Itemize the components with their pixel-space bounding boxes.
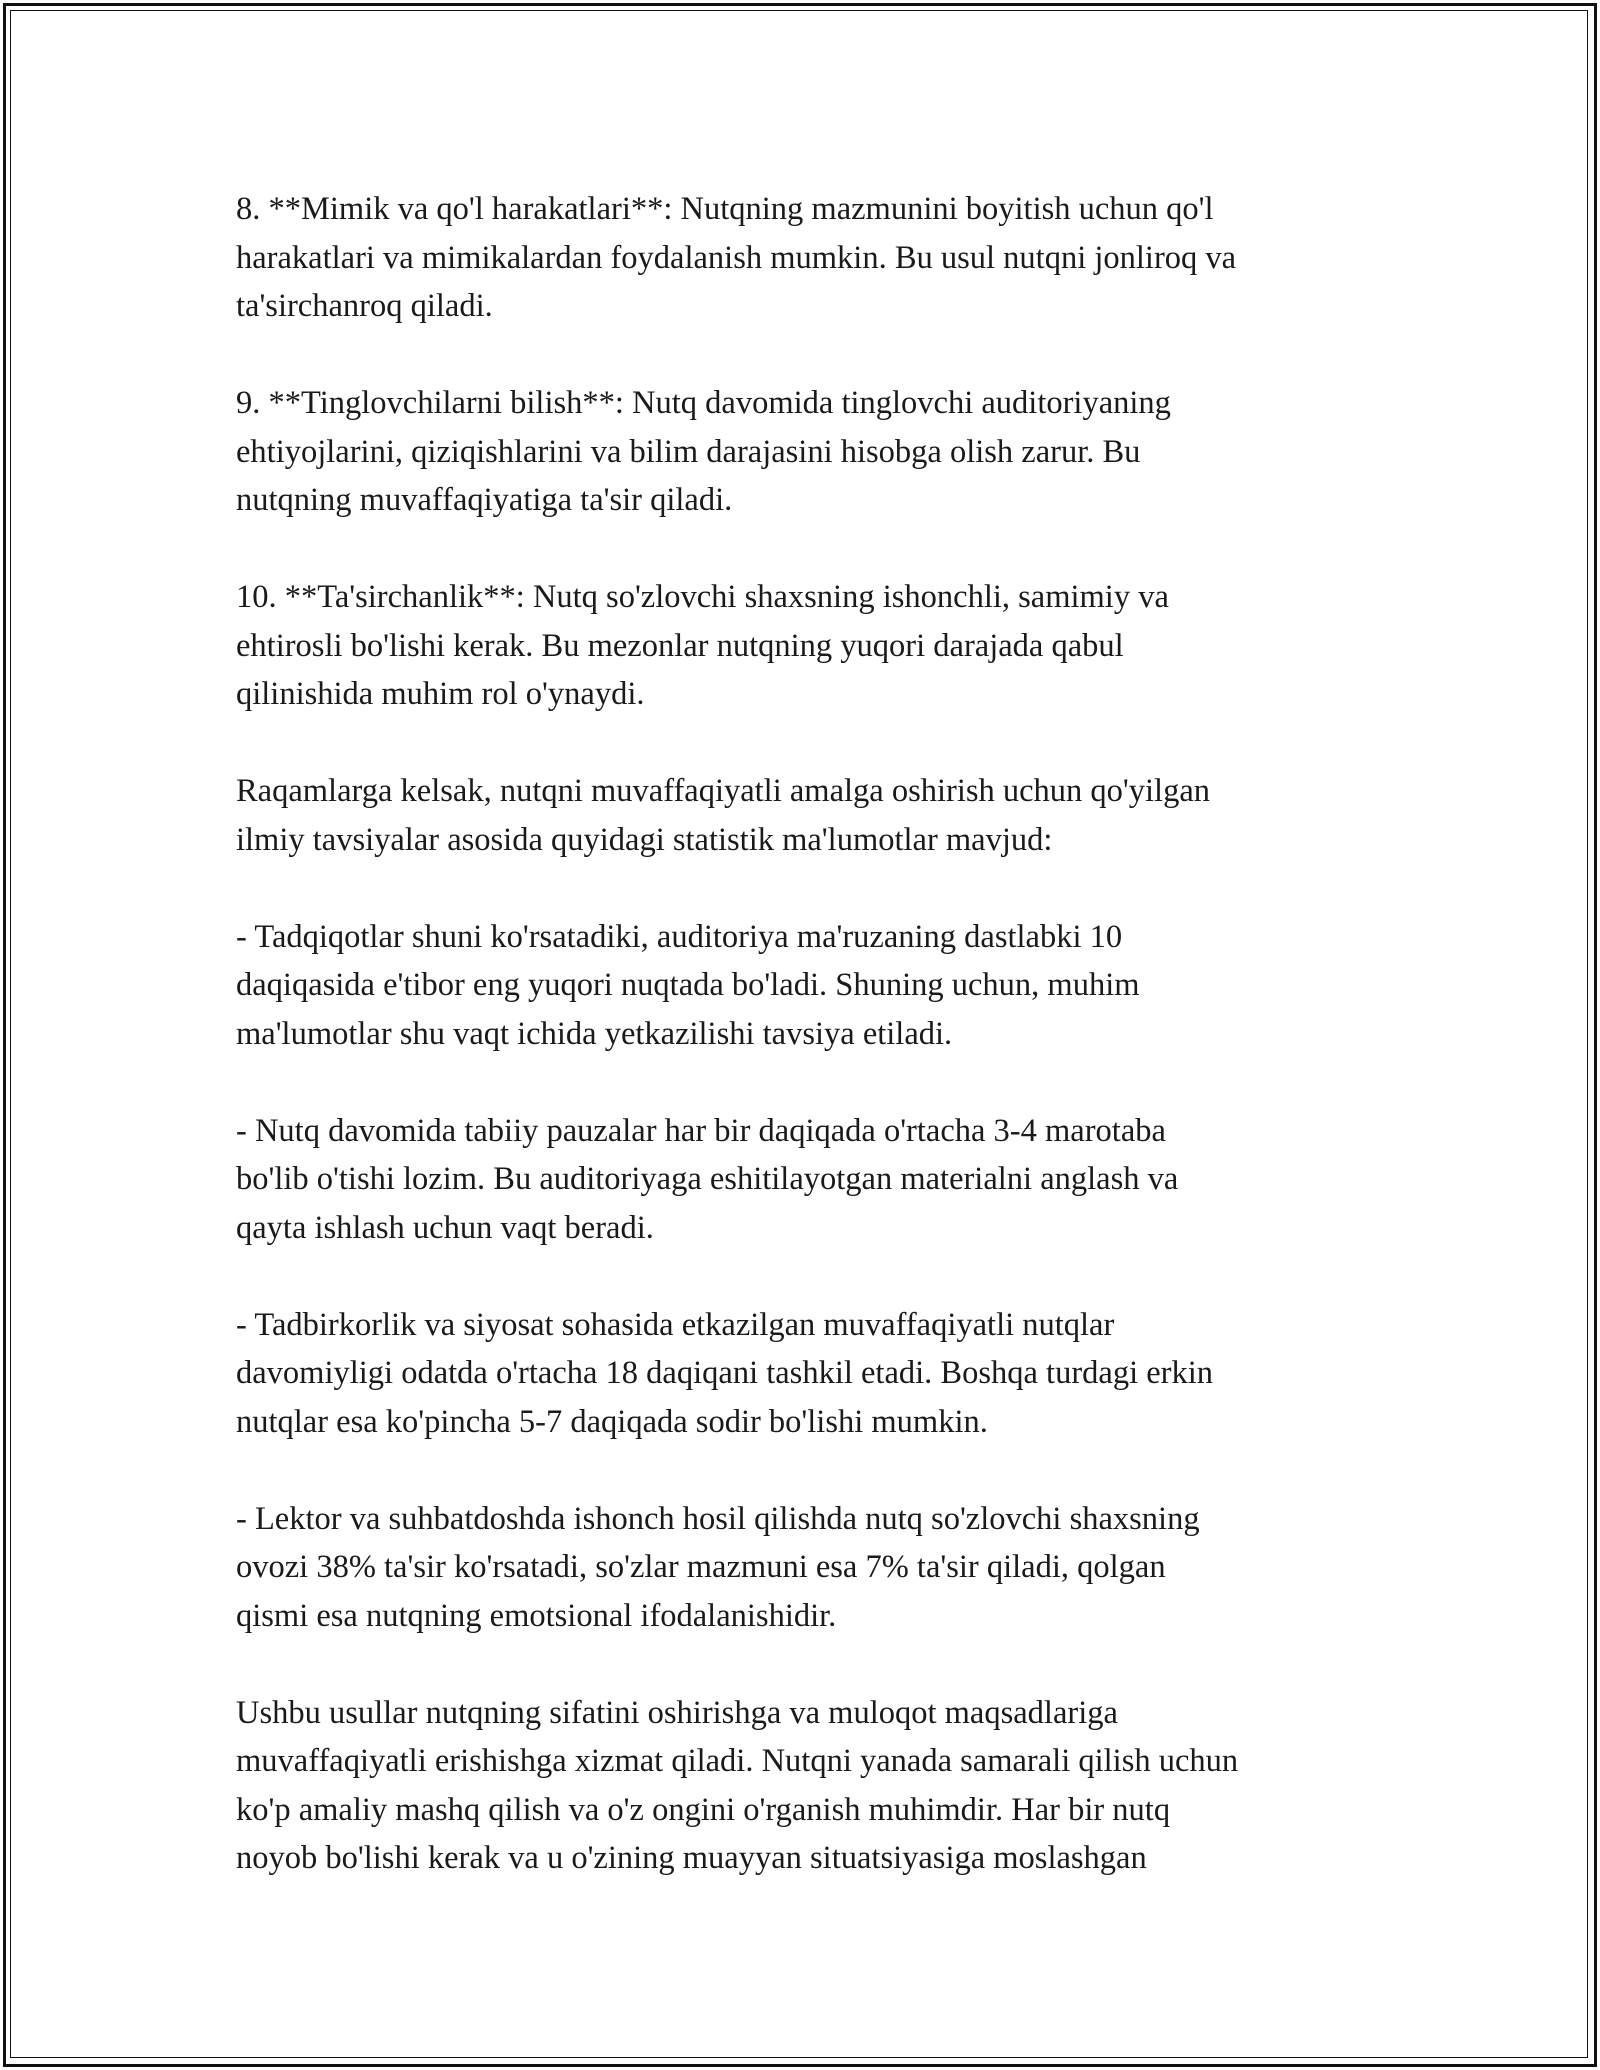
paragraph-statistics-intro: Raqamlarga kelsak, nutqni muvaffaqiyatli amalga oshirish uchun qo'yilgan ilmiy tavsiyalar asosida quyidagi statistik ma'lumotlar mavjud: <box>236 773 1211 858</box>
document-body <box>236 185 1386 1883</box>
paragraph-item-8: 8. **Mimik va qo'l harakatlari**: Nutqning mazmunini boyitish uchun qo'l harakatlari va mimikalardan foydalanish mumkin. Bu usul nutqni jonliroq va ta'sirchanroq qiladi. <box>236 191 1237 324</box>
bullet-voice-impact: - Lektor va suhbatdoshda ishonch hosil qilishda nutq so'zlovchi shaxsning ovozi 38% ta'sir ko'rsatadi, so'zlar mazmuni esa 7% ta'sir qiladi, qolgan qismi esa nutqning emotsional ifodalanishidir. <box>236 1500 1200 1634</box>
paragraph-item-9: 9. **Tinglovchilarni bilish**: Nutq davomida tinglovchi auditoriyaning ehtiyojlarini, qiziqishlarini va bilim darajasini hisobga olish zarur. Bu nutqning muvaffaqiyatiga ta'sir qiladi. <box>236 385 1171 518</box>
paragraph-item-10: 10. **Ta'sirchanlik**: Nutq so'zlovchi shaxsning ishonchli, samimiy va ehtirosli bo'lishi kerak. Bu mezonlar nutqning yuqori darajada qabul qilinishida muhim rol o'ynaydi. <box>236 579 1169 712</box>
bullet-pauses: - Nutq davomida tabiiy pauzalar har bir daqiqada o'rtacha 3-4 marotaba bo'lib o'tishi lozim. Bu auditoriyaga eshitilayotgan materialni anglash va qayta ishlash uchun vaqt beradi. <box>236 1112 1179 1246</box>
bullet-attention-span: - Tadqiqotlar shuni ko'rsatadiki, auditoriya ma'ruzaning dastlabki 10 daqiqasida e'tibor eng yuqori nuqtada bo'ladi. Shuning uchun, muhim ma'lumotlar shu vaqt ichida yetkazilishi tavsiya etiladi. <box>236 918 1140 1052</box>
bullet-speech-duration: - Tadbirkorlik va siyosat sohasida etkazilgan muvaffaqiyatli nutqlar davomiyligi odatda o'rtacha 18 daqiqani tashkil etadi. Boshqa turdagi erkin nutqlar esa ko'pincha 5-7 daqiqada sodir bo'lishi mumkin. <box>236 1306 1213 1440</box>
paragraph-conclusion: Ushbu usullar nutqning sifatini oshirishga va muloqot maqsadlariga muvaffaqiyatli erishishga xizmat qiladi. Nutqni yanada samarali qilish uchun ko'p amaliy mashq qilish va o'z ongini o'rganish muhimdir. Har bir nutq noyob bo'lishi kerak va u o'zining muayyan situatsiyasiga moslashgan <box>236 1694 1239 1876</box>
